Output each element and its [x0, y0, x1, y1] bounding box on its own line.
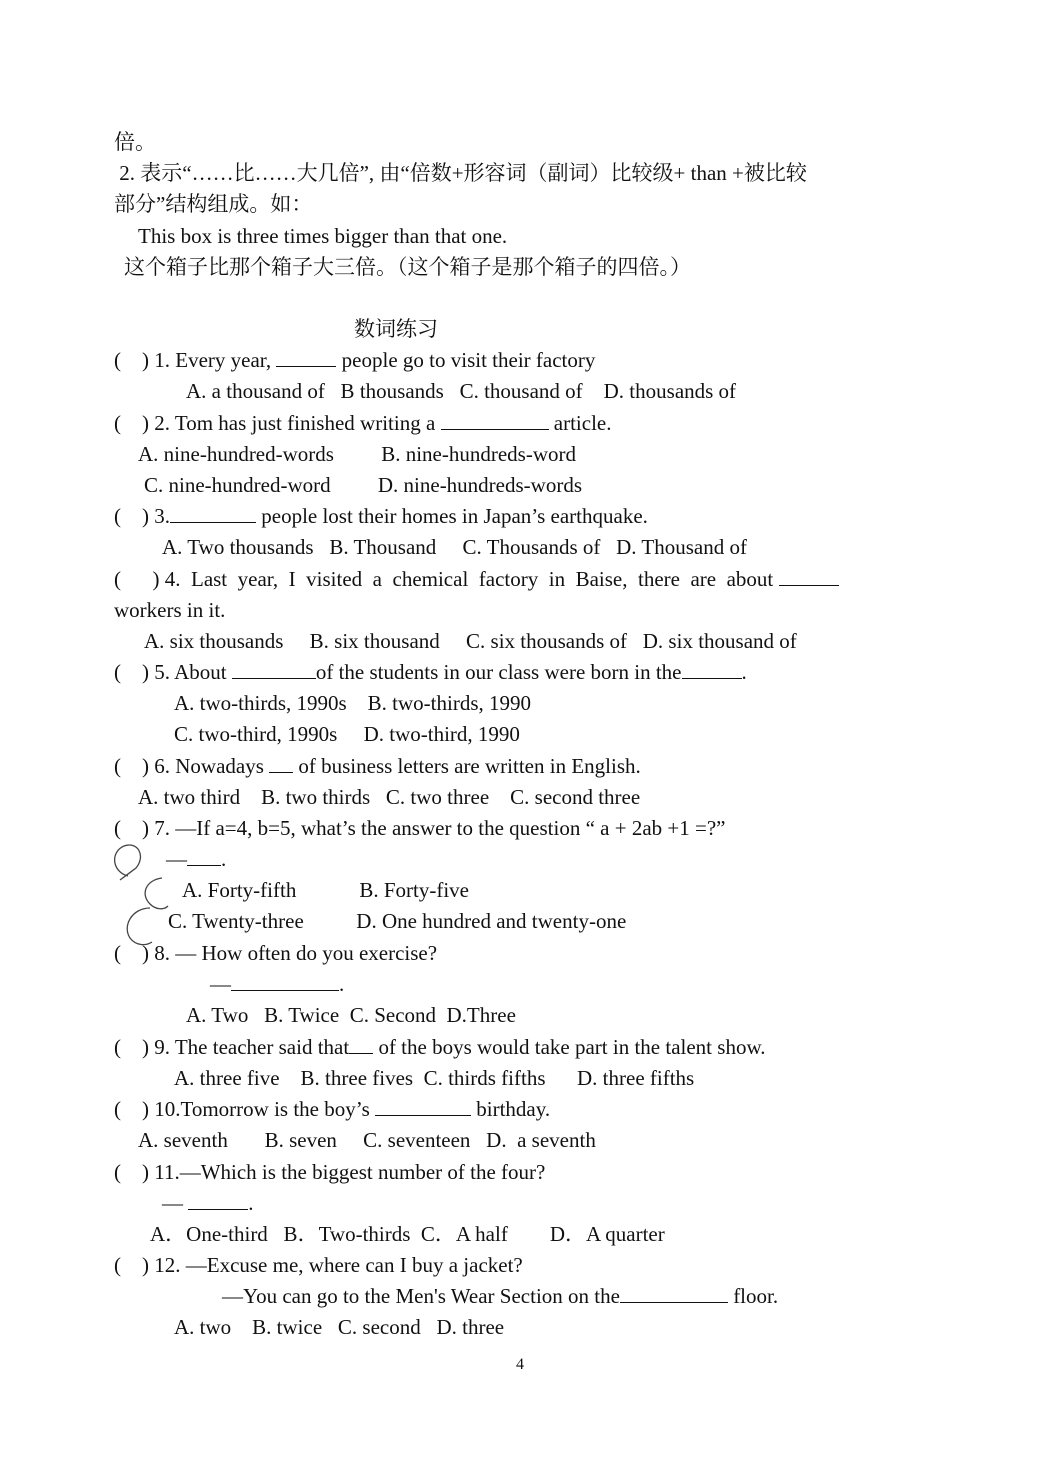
question-11-options: A．One-third B．Two-thirds C．A half D．A quarter — [150, 1222, 665, 1246]
intro-line-1: 倍。 — [114, 130, 156, 154]
question-10-options: A. seventh B. seven C. seventeen D. a seventh — [138, 1128, 596, 1152]
question-12-options: A. two B. twice C. second D. three — [174, 1315, 505, 1339]
question-7-options-1: A. Forty-fifth B. Forty-five — [182, 878, 469, 902]
example-chinese: 这个箱子比那个箱子大三倍。（这个箱子是那个箱子的四倍。） — [124, 255, 691, 279]
question-1: ( ) 1. Every year, people go to visit their factory — [114, 348, 596, 372]
question-3-options: A. Two thousands B. Thousand C. Thousands of D. Thousand of — [162, 535, 747, 559]
question-6-options: A. two third B. two thirds C. two three C. second three — [138, 785, 641, 809]
question-9-options: A. three five B. three fives C. thirds fifths D. three fifths — [174, 1066, 695, 1090]
question-5: ( ) 5. About of the students in our class were born in the . — [114, 660, 747, 684]
question-3: ( ) 3. people lost their homes in Japan’s earthquake. — [114, 504, 648, 528]
question-4-continued: workers in it. — [114, 598, 226, 622]
question-7-options-2: C. Twenty-three D. One hundred and twenty-one — [168, 909, 627, 933]
question-8-options: A. Two B. Twice C. Second D.Three — [186, 1003, 516, 1027]
question-2: ( ) 2. Tom has just finished writing a article. — [114, 411, 612, 435]
question-2-options-1: A. nine-hundred-words B. nine-hundreds-word — [138, 442, 576, 466]
question-7: ( ) 7. —If a=4, b=5, what’s the answer to the question “ a + 2ab +1 =?” — [114, 816, 726, 840]
example-english: This box is three times bigger than that one. — [138, 224, 508, 248]
question-5-options-1: A. two-thirds, 1990s B. two-thirds, 1990 — [174, 691, 531, 715]
handwritten-c-mark — [145, 878, 168, 909]
question-8-answer: — . — [210, 972, 345, 996]
question-5-options-2: C. two-third, 1990s D. two-third, 1990 — [174, 722, 520, 746]
question-7-answer: — . — [166, 847, 227, 871]
question-12-answer: —You can go to the Men's Wear Section on the floor. — [222, 1284, 779, 1308]
question-6: ( ) 6. Nowadays of business letters are written in English. — [114, 754, 641, 778]
question-11: ( ) 11.—Which is the biggest number of the four? — [114, 1160, 546, 1184]
page-number: 4 — [516, 1356, 524, 1373]
intro-line-3: 部分”结构组成。如： — [114, 192, 313, 216]
handwritten-circle-mark — [115, 845, 141, 880]
handwritten-c-mark — [127, 908, 152, 945]
question-1-options: A. a thousand of B thousands C. thousand of D. thousands of — [186, 379, 737, 403]
question-4: ( ) 4. Last year, I visited a chemical factory in Baise, there are about — [114, 566, 839, 592]
question-11-answer: — . — [162, 1191, 254, 1215]
question-9: ( ) 9. The teacher said that of the boys would take part in the talent show. — [114, 1035, 766, 1059]
question-2-options-2: C. nine-hundred-word D. nine-hundreds-words — [144, 473, 582, 497]
question-10: ( ) 10.Tomorrow is the boy’s birthday. — [114, 1097, 551, 1121]
intro-line-2: 2. 表示“……比……大几倍”, 由“倍数+形容词（副词）比较级+ than +被比较 — [114, 161, 807, 185]
exercise-title: 数词练习 — [354, 317, 438, 341]
question-8: ( ) 8. — How often do you exercise? — [114, 941, 438, 965]
question-12: ( ) 12. —Excuse me, where can I buy a jacket? — [114, 1253, 523, 1277]
question-4-options: A. six thousands B. six thousand C. six thousands of D. six thousand of — [144, 629, 797, 653]
